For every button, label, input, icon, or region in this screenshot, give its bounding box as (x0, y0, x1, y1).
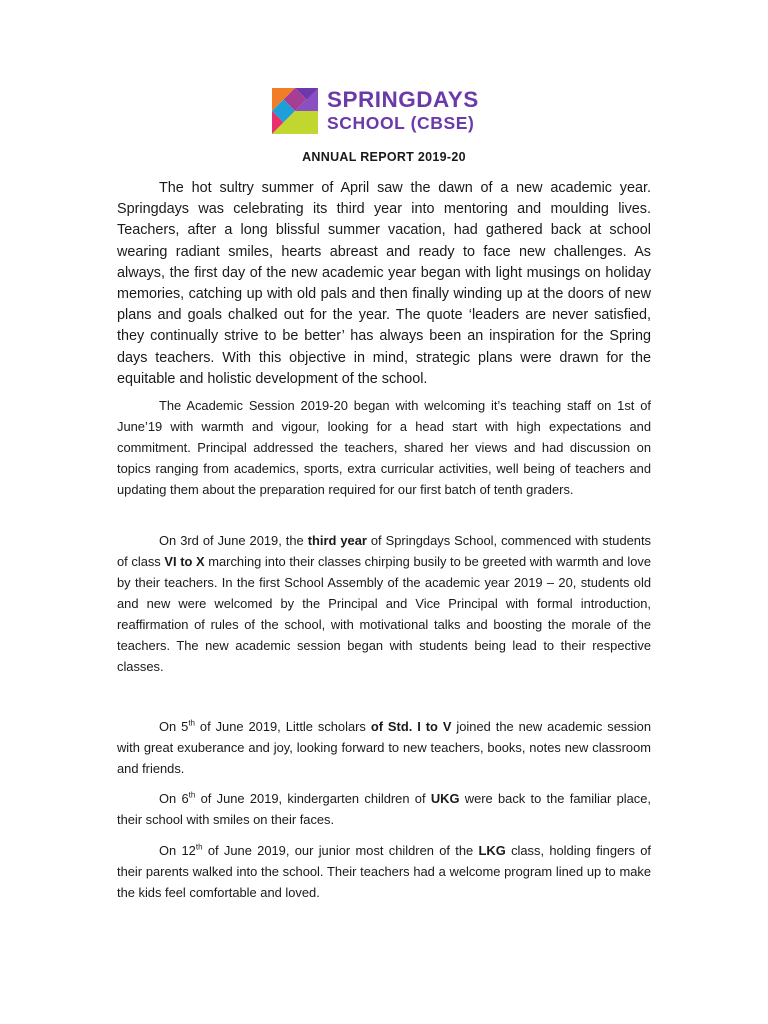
paragraph-lkg: On 12th of June 2019, our junior most children of the LKG class, holding fingers of their parents walked into the school. Their teachers had a welcome program lined up to make the kids feel comfortable and loved. (117, 842, 651, 900)
school-logo (272, 88, 502, 134)
paragraph-intro: The hot sultry summer of April saw the dawn of a new academic year. Springdays was celebrating its third year into mentoring and moulding lives. Teachers, after a long blissful summer vacation, had gathered back at school wearing radiant smiles, hearts abreast and ready to face new challenges. As always, the first day of the new academic year began with light musings on holiday memories, catching up with old pals and then finally winding up at the doors of new plans and goals chalked out for the year. The quote ‘leaders are never satisfied, they continually strive to be better’ has always been an inspiration for the Spring days teachers. With this objective in mind, strategic plans were drawn for the equitable and holistic development of the school. (117, 180, 651, 387)
logo-school-name: SPRINGDAYS (327, 87, 479, 112)
paragraph-third-year: On 3rd of June 2019, the third year of Springdays School, commenced with students of class VI to X marching into their classes chirping busily to be greeted with warmth and love by their teachers. In the first School Assembly of the academic year 2019 – 20, students old and new were welcomed by the Principal and Vice Principal with formal introduction, reaffirmation of rules of the school, with motivational talks and boosting the morale of the teachers. The new academic session began with students being lead to their respective classes. (117, 533, 651, 674)
logo-school-board: SCHOOL (CBSE) (327, 113, 475, 133)
paragraph-little-scholars: On 5th of June 2019, Little scholars of Std. I to V joined the new academic session with great exuberance and joy, looking forward to new teachers, books, notes new classroom and friends. (117, 718, 652, 776)
report-title: ANNUAL REPORT 2019-20 (302, 150, 466, 164)
paragraph-ukg: On 6th of June 2019, kindergarten children of UKG were back to the familiar place, their school with smiles on their faces. (117, 790, 651, 827)
paragraph-session-start: The Academic Session 2019-20 began with welcoming it’s teaching staff on 1st of June’19 with warmth and vigour, looking for a head start with high expectations and commitment. Principal addressed the teachers, shared her views and had discussion on topics ranging from academics, sports, extra curricular activities, well being of teachers and updating them about the preparation required for our first batch of tenth graders. (117, 398, 651, 497)
tangram-logo-icon (272, 88, 318, 134)
